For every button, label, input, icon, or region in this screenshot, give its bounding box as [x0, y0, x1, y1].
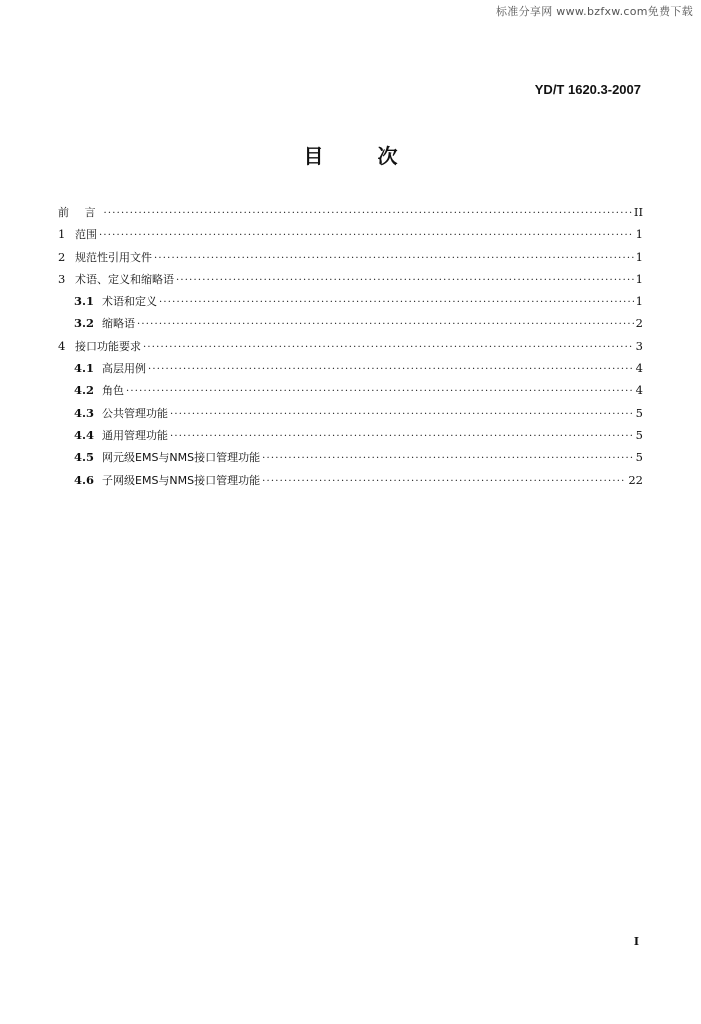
toc-dot-leader: [126, 381, 634, 403]
toc-entry-number: 4: [58, 338, 66, 353]
toc-entry-page: 22: [628, 472, 643, 487]
toc-entry-number: 3.1: [74, 294, 95, 309]
toc-entry-page: 2: [635, 316, 643, 331]
toc-dot-leader: [148, 359, 634, 381]
toc-dot-leader: [104, 203, 632, 225]
toc-entry-page: 1: [635, 227, 643, 242]
toc-entry-number: 1: [58, 227, 66, 242]
watermark-text: 标准分享网 www.bzfxw.com免费下载: [496, 5, 693, 18]
toc-entry-page: 4: [635, 361, 643, 376]
title-char-2: 次: [377, 144, 398, 168]
toc-entry-page: 1: [635, 271, 643, 286]
toc-dot-leader: [170, 404, 634, 426]
toc-entry-1[interactable]: [58, 223, 643, 245]
toc-entry-label: 前 言: [58, 206, 102, 219]
toc-entry-2[interactable]: [58, 246, 643, 268]
toc-dot-leader: [99, 225, 634, 247]
toc-entry-number: 3: [58, 271, 66, 286]
toc-dot-leader: [154, 248, 634, 270]
toc-entry-label: 网元级EMS与NMS接口管理功能: [102, 451, 261, 465]
toc-entry-number: 4.5: [74, 450, 95, 465]
toc-entry-label: 范围: [75, 228, 97, 242]
toc-entry-page: 5: [635, 450, 643, 465]
page-number: I: [633, 935, 639, 948]
toc-entry-page: 3: [635, 338, 643, 353]
toc-dot-leader: [159, 292, 634, 314]
toc-entry-4-2[interactable]: [58, 379, 643, 401]
toc-entry-label: 接口功能要求: [75, 339, 141, 353]
toc-entry-label: 术语和定义: [102, 295, 157, 309]
toc-entry-label: 角色: [102, 384, 124, 398]
toc-dot-leader: [137, 314, 634, 336]
toc-entry-label: 缩略语: [102, 317, 135, 331]
toc-entry-page: 4: [635, 383, 643, 398]
toc-entry-4[interactable]: [58, 335, 643, 357]
toc-entry-label: 术语、定义和缩略语: [75, 272, 174, 286]
toc-entry-page: 1: [635, 294, 643, 309]
toc-entry-4-1[interactable]: [58, 357, 643, 379]
toc-entry-page: 1: [635, 249, 643, 264]
toc-entry-label: 公共管理功能: [102, 406, 168, 420]
toc-entry-number: 4.3: [74, 405, 95, 420]
page-title: [0, 140, 701, 169]
toc-entry-number: 4.1: [74, 361, 95, 376]
toc-entry-label: 高层用例: [102, 362, 146, 376]
toc-entry-label: 子网级EMS与NMS接口管理功能: [102, 473, 261, 487]
toc-entry-number: 4.2: [74, 383, 95, 398]
toc-entry-label: 通用管理功能: [102, 428, 168, 442]
toc-entry-number: 3.2: [74, 316, 95, 331]
title-char-1: 目: [303, 144, 324, 168]
toc-entry-number: 4.6: [74, 472, 95, 487]
toc-entry-number: 4.4: [74, 427, 95, 442]
toc-entry-3-2[interactable]: [58, 312, 643, 334]
toc-dot-leader: [143, 337, 634, 359]
toc-entry-3[interactable]: [58, 268, 643, 290]
toc-entry-page: II: [633, 205, 643, 219]
toc-entry-4-3[interactable]: [58, 402, 643, 424]
toc-entry-3-1[interactable]: [58, 290, 643, 312]
toc-entry-page: 5: [635, 427, 643, 442]
document-code: YD/T 1620.3-2007: [534, 82, 641, 97]
toc-entry-4-4[interactable]: [58, 424, 643, 446]
toc-dot-leader: [262, 448, 634, 470]
table-of-contents: [58, 201, 643, 491]
toc-entry-number: 2: [58, 249, 66, 264]
toc-dot-leader: [262, 471, 626, 493]
toc-entry-label: 规范性引用文件: [75, 250, 152, 264]
toc-entry-4-6[interactable]: [58, 469, 643, 491]
toc-entry-4-5[interactable]: [58, 446, 643, 468]
toc-entry-page: 5: [635, 405, 643, 420]
toc-dot-leader: [170, 426, 634, 448]
toc-entry-foreword[interactable]: [58, 201, 643, 223]
toc-dot-leader: [176, 270, 634, 292]
